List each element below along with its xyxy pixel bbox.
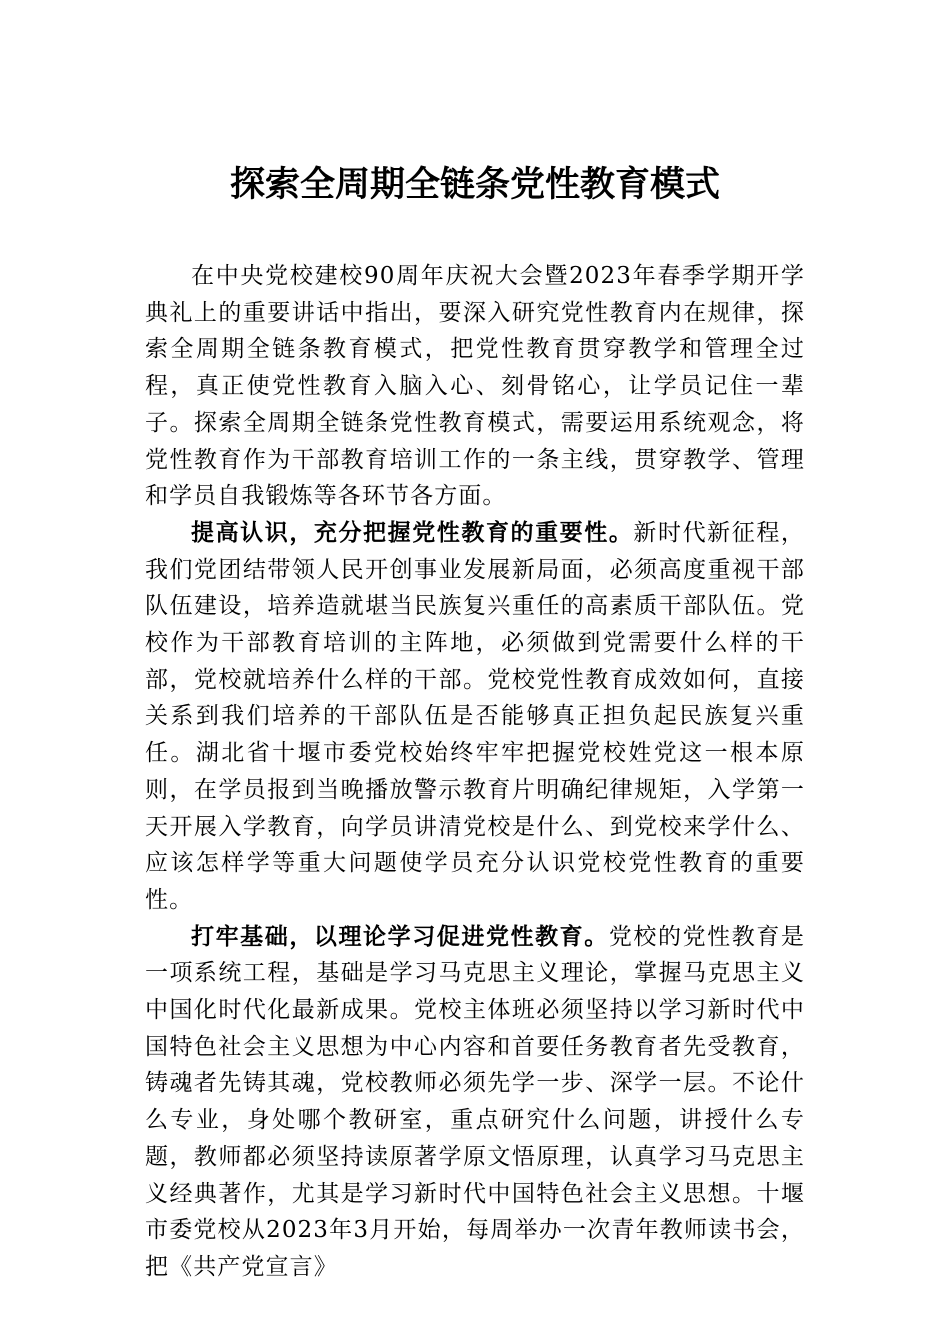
paragraph-lead: 打牢基础，以理论学习促进党性教育。 [191, 922, 609, 950]
document-title: 探索全周期全链条党性教育模式 [229, 164, 720, 205]
paragraph-text: 党校的党性教育是一项系统工程，基础是学习马克思主义理论，掌握马克思主义中国化时代化最新成果。党校主体班必须坚持以学习新时代中国特色社会主义思想为中心内容和首要任务教育者先受教育，铸魂者先铸其魂，党校教师必须先学一步、深学一层。不论什么专业，身处哪个教研室，重点研究什么问题，讲授什么专题，教师都必须坚持读原著学原文悟原理，认真学习马克思主义经典著作，尤其是学习新时代中国特色社会主义思想。十堰市委党校从2023年3月开始，每周举办一次青年教师读书会，把《共产党宣言》 [145, 923, 805, 1280]
paragraph-foundation [145, 919, 805, 1286]
paragraph-awareness [145, 515, 805, 919]
paragraph-lead: 提高认识，充分把握党性教育的重要性。 [191, 518, 634, 546]
document-body [145, 258, 805, 1286]
paragraph-text: 新时代新征程，我们党团结带领人民开创事业发展新局面，必须高度重视干部队伍建设，培养造就堪当民族复兴重任的高素质干部队伍。党校作为干部教育培训的主阵地，必须做到党需要什么样的干部，党校就培养什么样的干部。党校党性教育成效如何，直接关系到我们培养的干部队伍是否能够真正担负起民族复兴重任。湖北省十堰市委党校始终牢牢把握党校姓党这一根本原则，在学员报到当晚播放警示教育片明确纪律规矩，入学第一天开展入学教育，向学员讲清党校是什么、到党校来学什么、应该怎样学等重大问题使学员充分认识党校党性教育的重要性。 [145, 519, 805, 913]
paragraph-intro [145, 258, 805, 515]
paragraph-text: 在中央党校建校90周年庆祝大会暨2023年春季学期开学典礼上的重要讲话中指出，要深入研究党性教育内在规律，探索全周期全链条教育模式，把党性教育贯穿教学和管理全过程，真正使党性教育入脑入心、刻骨铭心，让学员记住一辈子。探索全周期全链条党性教育模式，需要运用系统观念，将党性教育作为干部教育培训工作的一条主线，贯穿教学、管理和学员自我锻炼等各环节各方面。 [145, 263, 805, 510]
